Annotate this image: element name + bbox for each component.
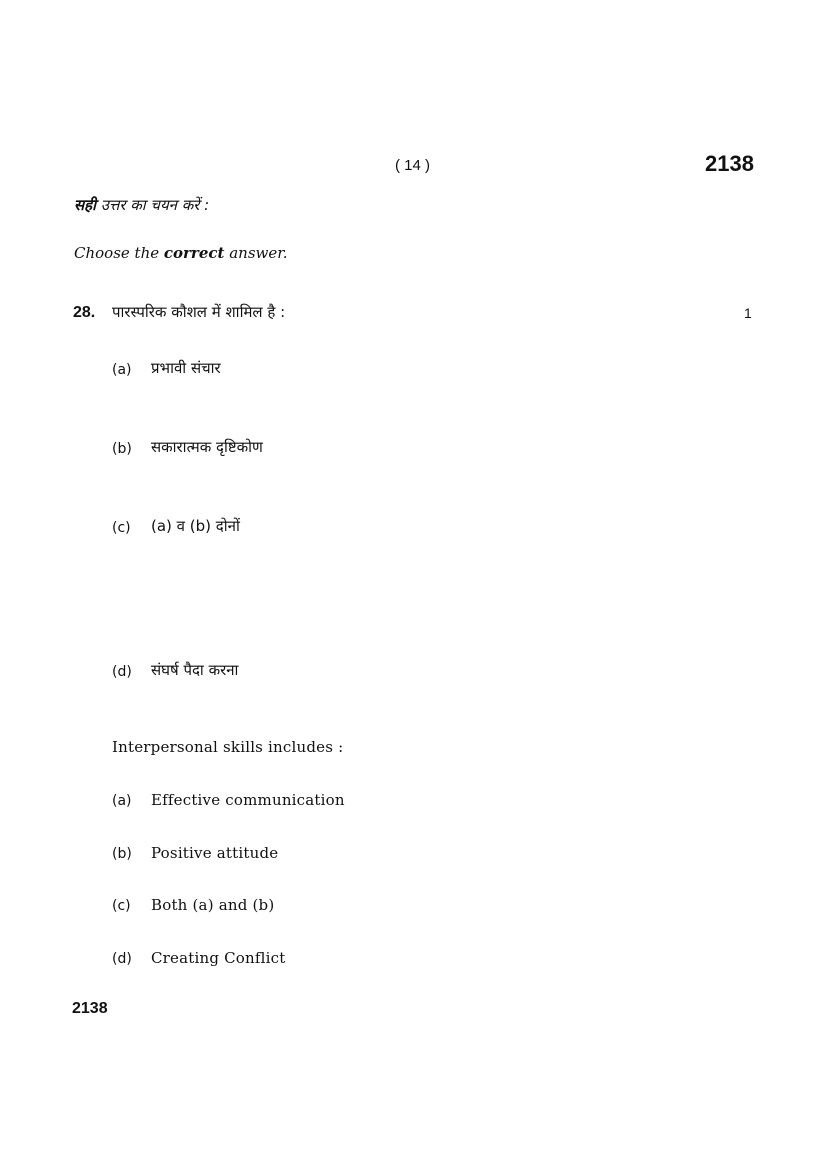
instruction-hindi — [74, 195, 209, 215]
page-number: ( 14 ) — [395, 157, 431, 174]
instruction-hindi-bold: सही — [74, 196, 96, 214]
question-number: 28. — [73, 304, 96, 321]
option-hindi-d-label: (d) — [112, 664, 132, 680]
instruction-english — [74, 244, 288, 262]
option-english-d-label: (d) — [112, 951, 132, 967]
instruction-english-pre: Choose the — [74, 244, 164, 262]
paper-code-header: 2138 — [705, 151, 754, 176]
option-hindi-c-label: (c) — [112, 520, 131, 536]
instruction-hindi-rest: उत्तर का चयन करें : — [96, 196, 210, 214]
instruction-english-bold: correct — [163, 244, 225, 262]
option-english-b-label: (b) — [112, 846, 132, 862]
option-hindi-a-label: (a) — [112, 362, 132, 378]
option-english-d-text: Creating Conflict — [151, 949, 286, 967]
option-hindi-b-text: सकारात्मक दृष्टिकोण — [151, 438, 263, 456]
option-english-a-text: Effective communication — [151, 791, 345, 809]
question-text-hindi: पारस्परिक कौशल में शामिल है : — [112, 303, 286, 321]
question-marks: 1 — [744, 305, 752, 321]
option-hindi-d-text: संघर्ष पैदा करना — [151, 661, 239, 679]
option-hindi-c-text: (a) व (b) दोनों — [151, 517, 240, 535]
option-english-a-label: (a) — [112, 793, 132, 809]
option-english-c-label: (c) — [112, 898, 131, 914]
option-english-c-text: Both (a) and (b) — [151, 896, 275, 914]
option-english-b-text: Positive attitude — [151, 844, 279, 862]
option-hindi-a-text: प्रभावी संचार — [151, 359, 221, 377]
paper-code-footer: 2138 — [72, 1000, 108, 1017]
question-text-english: Interpersonal skills includes : — [112, 738, 344, 756]
instruction-english-post: answer. — [224, 244, 288, 262]
option-hindi-b-label: (b) — [112, 441, 132, 457]
